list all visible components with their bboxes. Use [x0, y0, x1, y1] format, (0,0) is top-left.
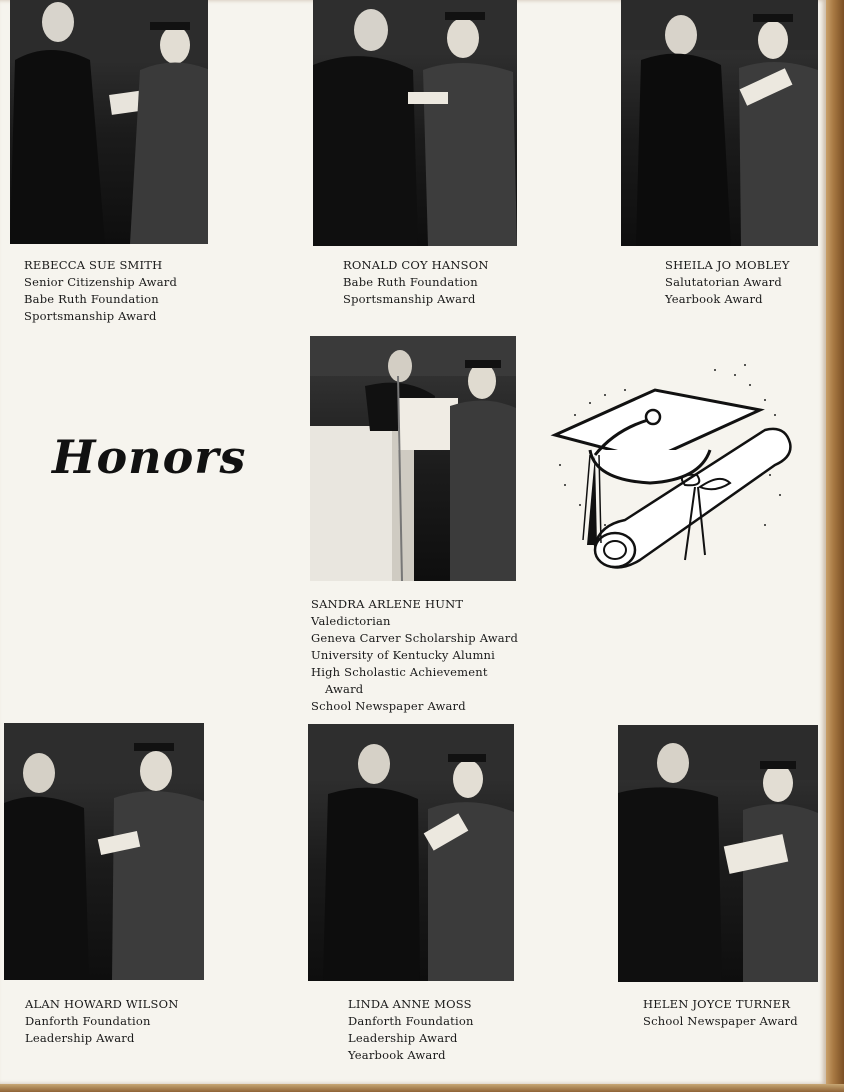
award: Award: [325, 682, 364, 696]
student-name: SHEILA JO MOBLEY: [665, 258, 790, 272]
award: Geneva Carver Scholarship Award: [311, 631, 519, 645]
caption-rebecca-sue-smith: [24, 257, 177, 325]
photo-ronald-coy-hanson: [313, 0, 517, 246]
award: High Scholastic Achievement: [311, 665, 488, 679]
student-name: HELEN JOYCE TURNER: [643, 997, 791, 1011]
page-title: Honors: [52, 430, 247, 484]
photo-sheila-jo-mobley: [621, 0, 818, 246]
page-edge: [826, 0, 844, 1092]
award: Yearbook Award: [665, 292, 763, 306]
student-name: ALAN HOWARD WILSON: [25, 997, 179, 1011]
award: Sportsmanship Award: [24, 309, 157, 323]
award: Valedictorian: [311, 614, 391, 628]
photo-helen-joyce-turner: [618, 725, 818, 982]
award: Leadership Award: [348, 1031, 458, 1045]
caption-sheila-jo-mobley: [665, 257, 790, 308]
award: Salutatorian Award: [665, 275, 782, 289]
photo-sandra-arlene-hunt: [310, 336, 516, 581]
award: Babe Ruth Foundation: [24, 292, 159, 306]
graduation-cap-diploma-icon: [535, 355, 795, 595]
award: Yearbook Award: [348, 1048, 446, 1062]
page-bottom-edge: [0, 1084, 844, 1092]
award: Sportsmanship Award: [343, 292, 476, 306]
award: Leadership Award: [25, 1031, 135, 1045]
award: Babe Ruth Foundation: [343, 275, 478, 289]
award: Senior Citizenship Award: [24, 275, 178, 289]
caption-alan-howard-wilson: [25, 996, 178, 1047]
award: University of Kentucky Alumni: [311, 648, 496, 662]
student-name: RONALD COY HANSON: [343, 258, 489, 272]
photo-linda-anne-moss: [308, 724, 514, 981]
student-name: SANDRA ARLENE HUNT: [311, 597, 464, 611]
photo-rebecca-sue-smith: [10, 0, 208, 244]
student-name: REBECCA SUE SMITH: [24, 258, 163, 272]
caption-linda-anne-moss: [348, 996, 474, 1064]
caption-sandra-arlene-hunt: [311, 596, 518, 715]
award: School Newspaper Award: [643, 1014, 798, 1028]
award: School Newspaper Award: [311, 699, 466, 713]
student-name: LINDA ANNE MOSS: [348, 997, 472, 1011]
photo-alan-howard-wilson: [4, 723, 204, 980]
award: Danforth Foundation: [348, 1014, 474, 1028]
caption-helen-joyce-turner: [643, 996, 798, 1030]
award: Danforth Foundation: [25, 1014, 151, 1028]
caption-ronald-coy-hanson: [343, 257, 489, 308]
